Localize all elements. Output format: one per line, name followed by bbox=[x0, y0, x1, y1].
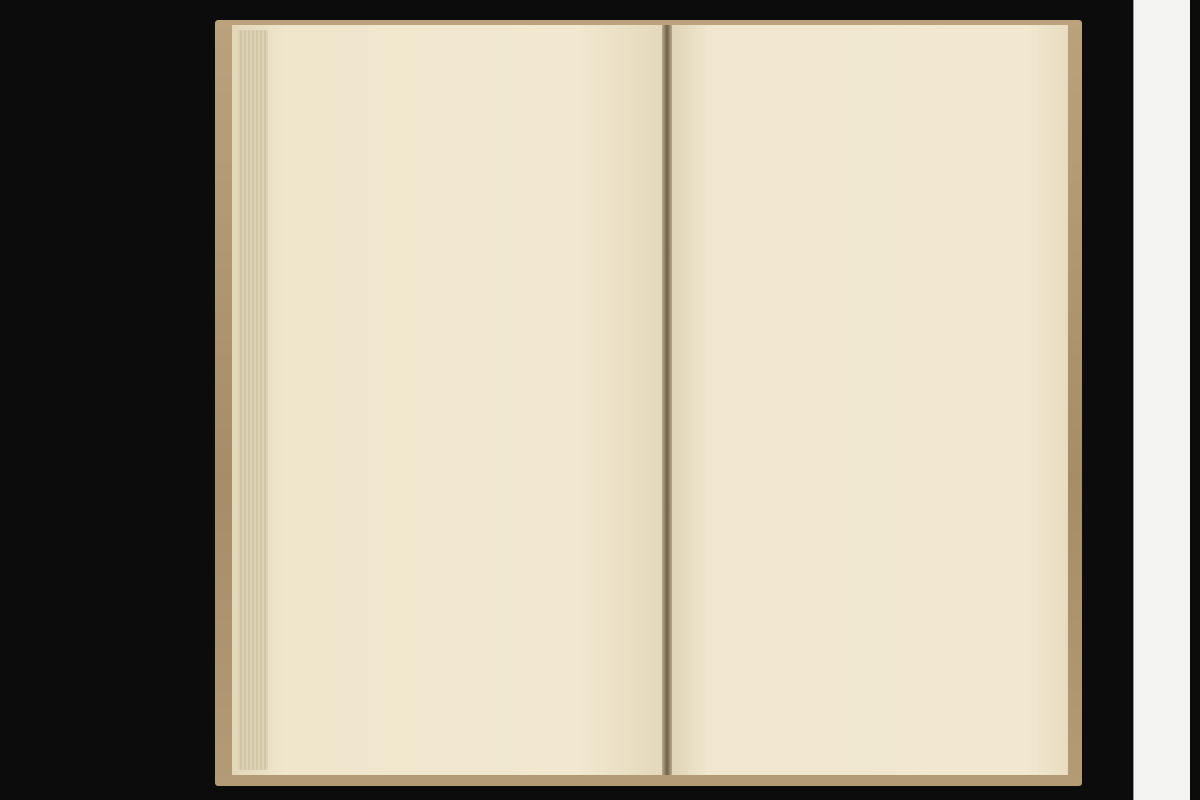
measuring-ruler bbox=[1133, 0, 1190, 800]
right-page bbox=[668, 25, 1068, 775]
left-page bbox=[232, 25, 665, 775]
page-edges bbox=[238, 30, 268, 770]
book-gutter bbox=[662, 25, 672, 775]
